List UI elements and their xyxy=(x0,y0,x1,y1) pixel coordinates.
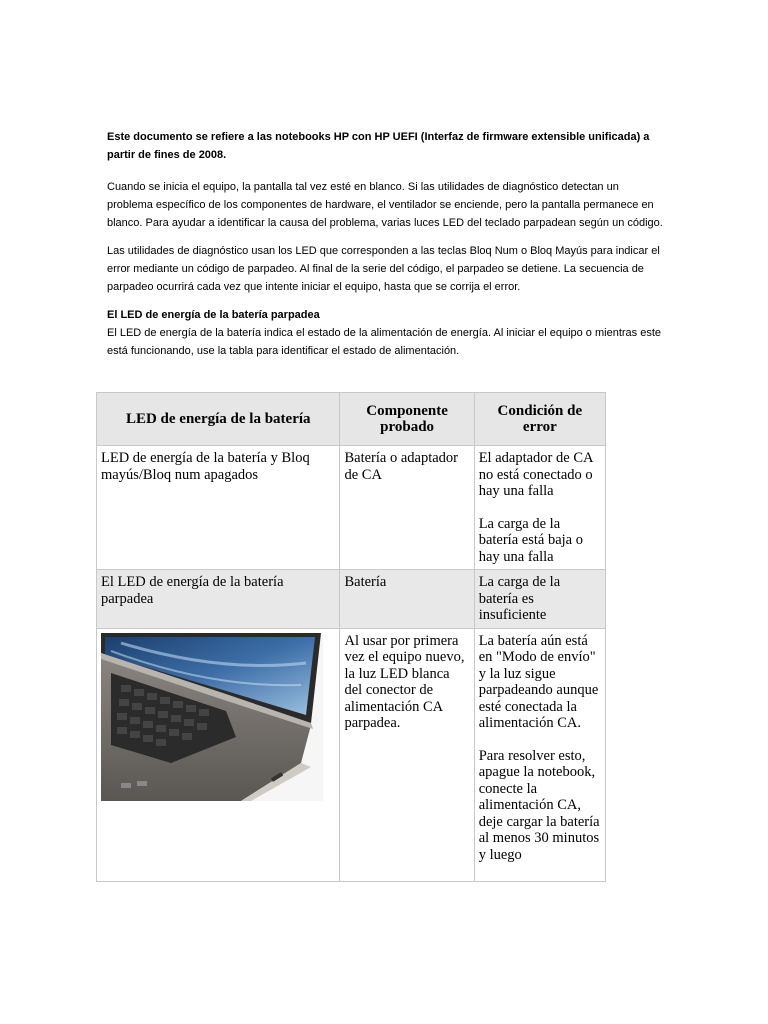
condition-text: La carga de la batería está baja o hay una falla xyxy=(478,515,583,565)
header-condition: Condición de error xyxy=(474,393,605,446)
table-row xyxy=(97,570,606,629)
cell-led-image xyxy=(97,628,340,881)
table-row xyxy=(97,628,606,881)
paragraph-diagnostics: Las utilidades de diagnóstico usan los LED que corresponden a las teclas Bloq Num o Bloq Mayús para indicar el error mediante un código de parpadeo. Al final de la serie del código, el parpadeo se detiene. La secuencia de parpadeo ocurrirá cada vez que intente iniciar el equipo, hasta que se corrija el error. xyxy=(107,245,660,293)
cell-component: Batería xyxy=(340,570,474,629)
cell-component: Batería o adaptador de CA xyxy=(340,446,474,570)
laptop-photo xyxy=(101,633,323,801)
cell-condition xyxy=(474,628,605,881)
cell-component: Al usar por primera vez el equipo nuevo, la luz LED blanca del conector de alimentación CA parpadea. xyxy=(340,628,474,881)
condition-text: Para resolver esto, apague la notebook, conecte la alimentación CA, deje cargar la batería al menos 30 minutos y luego xyxy=(478,747,600,863)
cell-condition xyxy=(474,446,605,570)
cell-condition xyxy=(474,570,605,629)
cell-led: El LED de energía de la batería parpadea xyxy=(97,570,340,629)
led-table xyxy=(96,392,606,882)
condition-text: El adaptador de CA no está conectado o hay una falla xyxy=(478,450,593,499)
section-body: El LED de energía de la batería indica el estado de la alimentación de energía. Al iniciar el equipo o mientras este está funcionando, use la tabla para identificar el estado de alimentación. xyxy=(107,327,662,357)
section-title: El LED de energía de la batería parpadea xyxy=(107,309,320,321)
paragraph-startup: Cuando se inicia el equipo, la pantalla tal vez esté en blanco. Si las utilidades de diagnóstico detectan un problema específico de los componentes de hardware, el ventilador se enciende, pero la pantalla permanece en blanco. Para ayudar a identificar la causa del problema, varias luces LED del teclado parpadean según un código. xyxy=(107,181,663,229)
laptop-illustration xyxy=(101,633,323,801)
table-header-row xyxy=(97,393,606,446)
intro-paragraph: Este documento se refiere a las notebooks HP con HP UEFI (Interfaz de firmware extensible unificada) a partir de fines de 2008. xyxy=(107,131,650,161)
document-body xyxy=(107,128,663,360)
cell-led: LED de energía de la batería y Bloq mayús/Bloq num apagados xyxy=(97,446,340,570)
condition-text: La carga de la batería es insuficiente xyxy=(478,574,561,623)
condition-text: La batería aún está en "Modo de envío" y la luz sigue parpadeando aunque esté conectada la alimentación CA. xyxy=(478,632,599,731)
table-row xyxy=(97,446,606,570)
header-component: Componente probado xyxy=(340,393,474,446)
header-led: LED de energía de la batería xyxy=(97,393,340,446)
